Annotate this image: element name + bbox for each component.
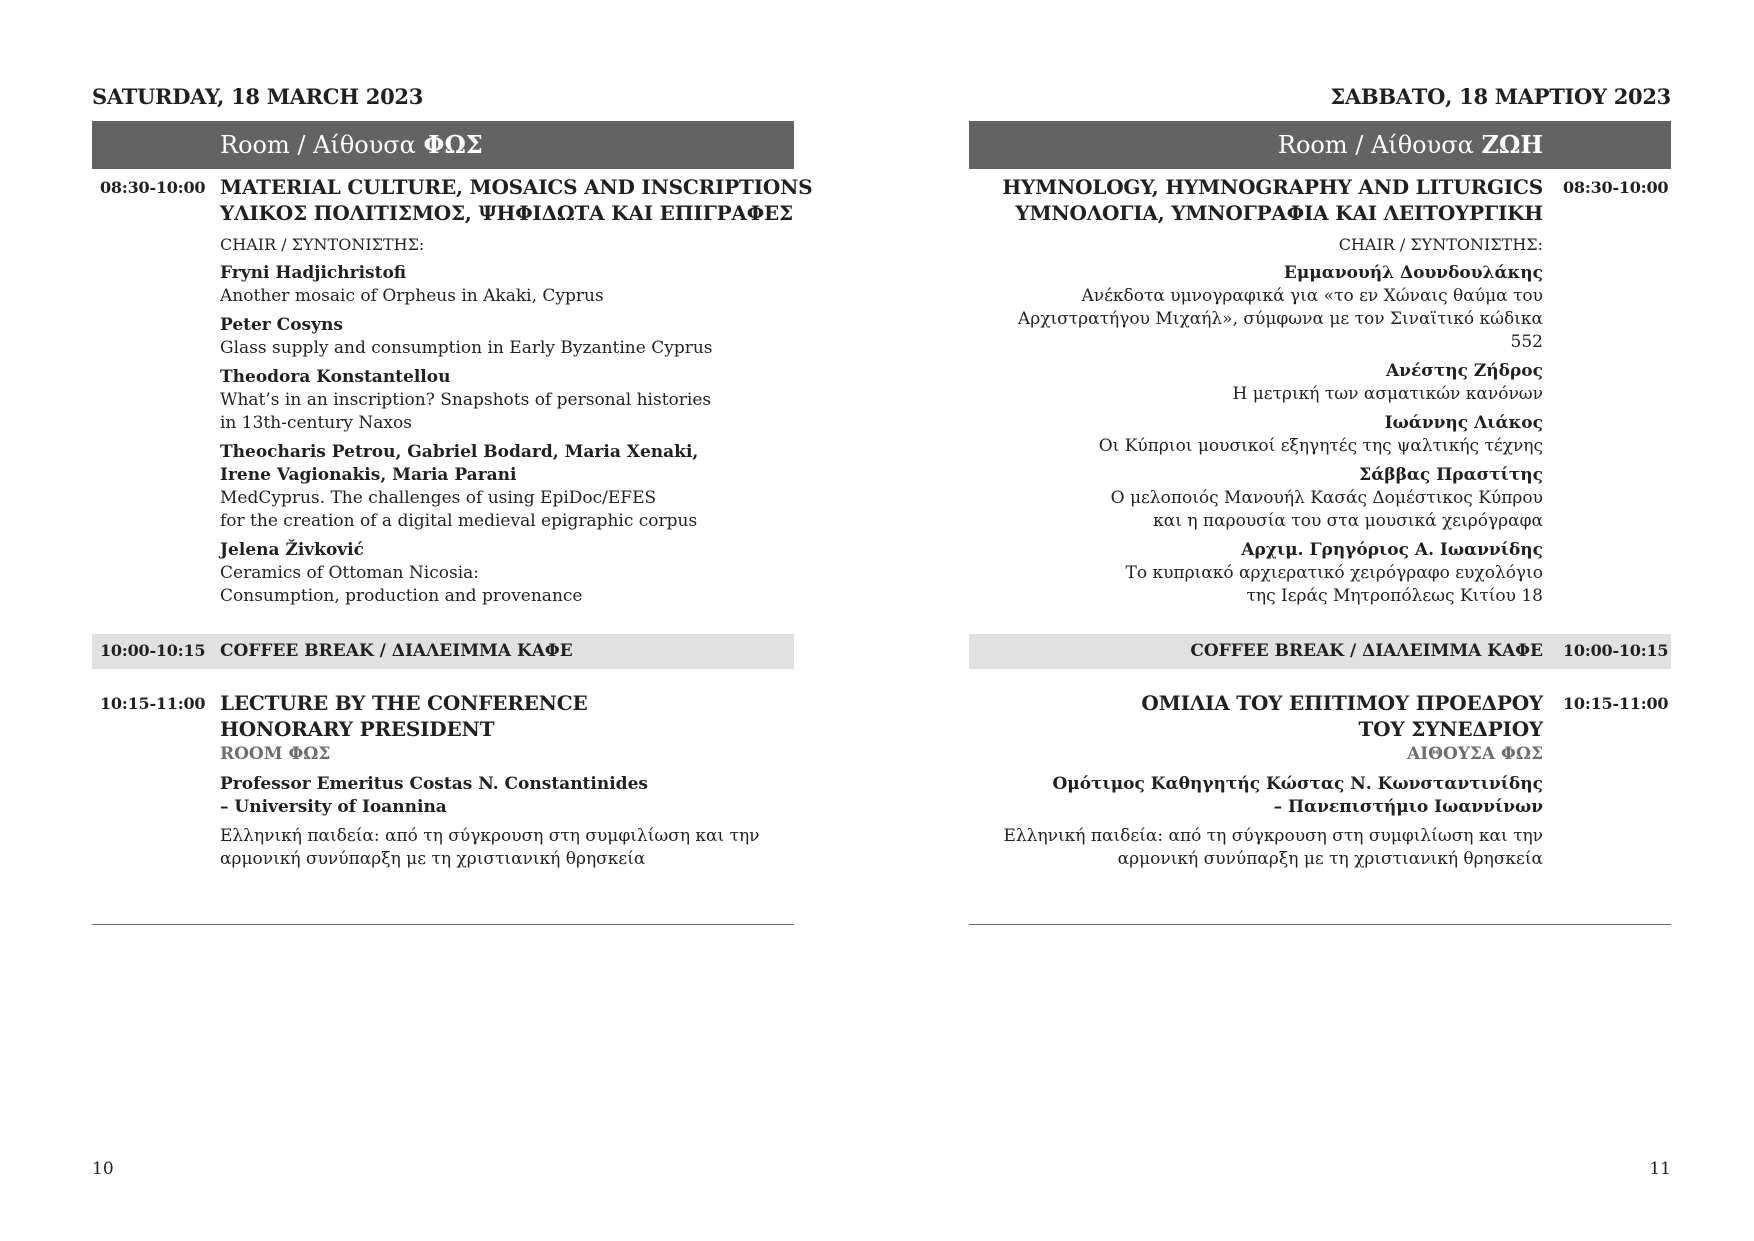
break-label: COFFEE BREAK / ΔΙΑΛΕΙΜΜΑ ΚΑΦΕ — [1190, 641, 1543, 661]
lecture-speaker: Professor Emeritus Costas N. Constantinides – University of Ioannina — [220, 774, 648, 817]
coffee-break-bar — [969, 634, 1671, 669]
lecture-time: 10:15-11:00 — [1563, 694, 1669, 713]
lecture-room: ROOM ΦΩΣ — [220, 744, 331, 764]
room-header-bar — [969, 121, 1671, 169]
talk-item — [220, 441, 780, 533]
talk-item — [983, 262, 1543, 354]
lecture-speaker: Ομότιμος Καθηγητής Κώστας Ν. Κωνσταντινίδης – Πανεπιστήμιο Ιωαννίνων — [1052, 774, 1543, 817]
talk-title: Glass supply and consumption in Early Byzantine Cyprus — [220, 338, 713, 358]
session-block — [983, 174, 1543, 608]
talk-title: Οι Κύπριοι μουσικοί εξηγητές της ψαλτικής τέχνης — [1098, 436, 1543, 456]
talk-item — [220, 539, 780, 608]
break-label: COFFEE BREAK / ΔΙΑΛΕΙΜΜΑ ΚΑΦΕ — [220, 641, 573, 661]
talk-title: Another mosaic of Orpheus in Akaki, Cyprus — [220, 286, 604, 306]
room-header-bar — [92, 121, 794, 169]
page-number: 11 — [1649, 1159, 1671, 1179]
lecture-title: LECTURE BY THE CONFERENCE HONORARY PRESIDENT — [220, 691, 588, 741]
page-divider — [92, 924, 794, 925]
talk-item — [983, 360, 1543, 406]
session-time: 08:30-10:00 — [100, 178, 206, 197]
talk-item — [220, 314, 780, 360]
talk-title: Η μετρική των ασματικών κανόνων — [1232, 384, 1543, 404]
page-date: SATURDAY, 18 MARCH 2023 — [92, 84, 424, 109]
talk-item — [220, 262, 780, 308]
room-prefix: Room / Αίθουσα — [220, 131, 424, 159]
lecture-paper-title: Ελληνική παιδεία: από τη σύγκρουση στη συμφιλίωση και την αρμονική συνύπαρξη με τη χριστιανική θρησκεία — [220, 826, 760, 869]
chair-label: CHAIR / ΣΥΝΤΟΝΙΣΤΗΣ: — [1338, 235, 1543, 254]
talk-title: What’s in an inscription? Snapshots of personal histories in 13th-century Naxos — [220, 390, 712, 433]
talk-speaker: Αρχιμ. Γρηγόριος Α. Ιωαννίδης — [1241, 540, 1543, 560]
lecture-block — [220, 690, 780, 871]
talk-item — [983, 464, 1543, 533]
talk-speaker: Εμμανουήλ Δουνδουλάκης — [1283, 263, 1543, 283]
page-number: 10 — [92, 1159, 114, 1179]
talk-speaker: Jelena Živković — [220, 540, 364, 560]
session-block — [220, 174, 813, 608]
talk-speaker: Ανέστης Ζήδρος — [1385, 361, 1543, 381]
session-title-gr: ΥΛΙΚΟΣ ΠΟΛΙΤΙΣΜΟΣ, ΨΗΦΙΔΩΤΑ ΚΑΙ ΕΠΙΓΡΑΦΕΣ — [220, 201, 793, 225]
page-divider — [969, 924, 1671, 925]
coffee-break-bar — [92, 634, 794, 669]
session-time: 08:30-10:00 — [1563, 178, 1669, 197]
talk-item — [983, 412, 1543, 458]
talk-item — [220, 366, 780, 435]
room-name: ΖΩΗ — [1481, 130, 1543, 159]
room-header — [1278, 121, 1543, 169]
left-page — [92, 0, 813, 1241]
talk-title: Το κυπριακό αρχιερατικό χειρόγραφο ευχολόγιο της Ιεράς Μητροπόλεως Κιτίου 18 — [1125, 563, 1543, 606]
talk-speaker: Theodora Konstantellou — [220, 367, 451, 387]
talk-title: Ανέκδοτα υμνογραφικά για «το εν Χώναις θαύμα του Αρχιστρατήγου Μιχαήλ», σύμφωνα με τον Σιναϊτικό κώδικα 552 — [1017, 286, 1543, 352]
right-page — [969, 0, 1671, 1241]
lecture-paper-title: Ελληνική παιδεία: από τη σύγκρουση στη συμφιλίωση και την αρμονική συνύπαρξη με τη χριστιανική θρησκεία — [1003, 826, 1543, 869]
talk-speaker: Ιωάννης Λιάκος — [1384, 413, 1543, 433]
talk-speaker: Peter Cosyns — [220, 315, 343, 335]
talk-title: Ο μελοποιός Μανουήλ Κασάς Δομέστικος Κύπρου και η παρουσία του στα μουσικά χειρόγραφα — [1110, 488, 1543, 531]
break-time: 10:00-10:15 — [1563, 641, 1669, 660]
lecture-title: ΟΜΙΛΙΑ ΤΟΥ ΕΠΙΤΙΜΟΥ ΠΡΟΕΔΡΟΥ ΤΟΥ ΣΥΝΕΔΡΙΟΥ — [1141, 691, 1543, 741]
talk-item — [983, 539, 1543, 608]
room-name: ΦΩΣ — [423, 130, 483, 159]
talk-speaker: Σάββας Πραστίτης — [1359, 465, 1543, 485]
lecture-block — [983, 690, 1543, 871]
talk-speaker: Theocharis Petrou, Gabriel Bodard, Maria Xenaki, Irene Vagionakis, Maria Parani — [220, 442, 699, 485]
room-header — [220, 121, 483, 169]
room-prefix: Room / Αίθουσα — [1277, 131, 1482, 159]
chair-label: CHAIR / ΣΥΝΤΟΝΙΣΤΗΣ: — [220, 235, 425, 254]
lecture-room: ΑΙΘΟΥΣΑ ΦΩΣ — [1407, 744, 1543, 764]
talk-speaker: Fryni Hadjichristofi — [220, 263, 407, 283]
talk-title: Ceramics of Ottoman Nicosia: Consumption, production and provenance — [220, 563, 583, 606]
session-title-gr: ΥΜΝΟΛΟΓΙΑ, ΥΜΝΟΓΡΑΦΙΑ ΚΑΙ ΛΕΙΤΟΥΡΓΙΚΗ — [1015, 201, 1543, 225]
page-date: ΣΑΒΒΑΤΟ, 18 ΜΑΡΤΙΟΥ 2023 — [1330, 84, 1671, 109]
session-title-en: MATERIAL CULTURE, MOSAICS AND INSCRIPTIONS — [220, 175, 813, 199]
lecture-time: 10:15-11:00 — [100, 694, 206, 713]
talk-title: MedCyprus. The challenges of using EpiDoc/EFES for the creation of a digital medieval epigraphic corpus — [220, 488, 698, 531]
break-time: 10:00-10:15 — [100, 641, 206, 660]
session-title-en: HYMNOLOGY, HYMNOGRAPHY AND LITURGICS — [1002, 175, 1543, 199]
